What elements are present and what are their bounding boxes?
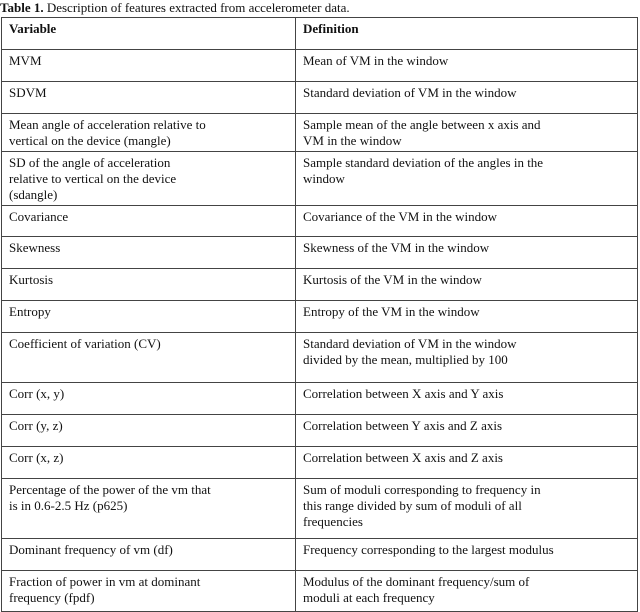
variable-cell: Corr (x, z) [2, 447, 296, 479]
variable-cell: Corr (x, y) [2, 383, 296, 415]
variable-cell: Entropy [2, 301, 296, 333]
variable-cell: Kurtosis [2, 269, 296, 301]
definition-cell: Correlation between X axis and Y axis [296, 383, 638, 415]
table-row [2, 479, 638, 539]
variable-cell: SD of the angle of acceleration relative to vertical on the device (sdangle) [2, 152, 296, 206]
table-row [2, 333, 638, 383]
variable-cell: Percentage of the power of the vm that is in 0.6-2.5 Hz (p625) [2, 479, 296, 539]
definition-cell: Standard deviation of VM in the window [296, 82, 638, 114]
definition-cell: Skewness of the VM in the window [296, 237, 638, 269]
table-row [2, 269, 638, 301]
table-row [2, 82, 638, 114]
definition-cell: Correlation between Y axis and Z axis [296, 415, 638, 447]
definition-cell: Mean of VM in the window [296, 50, 638, 82]
definition-cell: Covariance of the VM in the window [296, 206, 638, 237]
variable-cell: MVM [2, 50, 296, 82]
header-definition: Definition [296, 18, 638, 50]
table-row [2, 114, 638, 152]
definition-cell: Correlation between X axis and Z axis [296, 447, 638, 479]
variable-cell: Dominant frequency of vm (df) [2, 539, 296, 571]
definition-cell: Sample mean of the angle between x axis and VM in the window [296, 114, 638, 152]
definition-cell: Sample standard deviation of the angles in the window [296, 152, 638, 206]
table-row [2, 539, 638, 571]
variable-cell: Mean angle of acceleration relative to vertical on the device (mangle) [2, 114, 296, 152]
definition-cell: Entropy of the VM in the window [296, 301, 638, 333]
table-row [2, 447, 638, 479]
variable-cell: Corr (y, z) [2, 415, 296, 447]
variable-cell: SDVM [2, 82, 296, 114]
variable-cell: Fraction of power in vm at dominant frequency (fpdf) [2, 571, 296, 612]
table-caption [0, 0, 350, 15]
features-table [1, 17, 638, 612]
caption-text: Description of features extracted from accelerometer data. [43, 0, 350, 15]
variable-cell: Skewness [2, 237, 296, 269]
header-row [2, 18, 638, 50]
definition-cell: Frequency corresponding to the largest modulus [296, 539, 638, 571]
table-row [2, 383, 638, 415]
table-row [2, 571, 638, 612]
table-row [2, 152, 638, 206]
table-row [2, 50, 638, 82]
variable-cell: Coefficient of variation (CV) [2, 333, 296, 383]
variable-cell: Covariance [2, 206, 296, 237]
header-variable: Variable [2, 18, 296, 50]
table-row [2, 415, 638, 447]
definition-cell: Standard deviation of VM in the window divided by the mean, multiplied by 100 [296, 333, 638, 383]
table-row [2, 237, 638, 269]
definition-cell: Sum of moduli corresponding to frequency in this range divided by sum of moduli of all frequencies [296, 479, 638, 539]
definition-cell: Kurtosis of the VM in the window [296, 269, 638, 301]
caption-label: Table 1. [0, 0, 44, 15]
table-row [2, 301, 638, 333]
table-row [2, 206, 638, 237]
definition-cell: Modulus of the dominant frequency/sum of moduli at each frequency [296, 571, 638, 612]
